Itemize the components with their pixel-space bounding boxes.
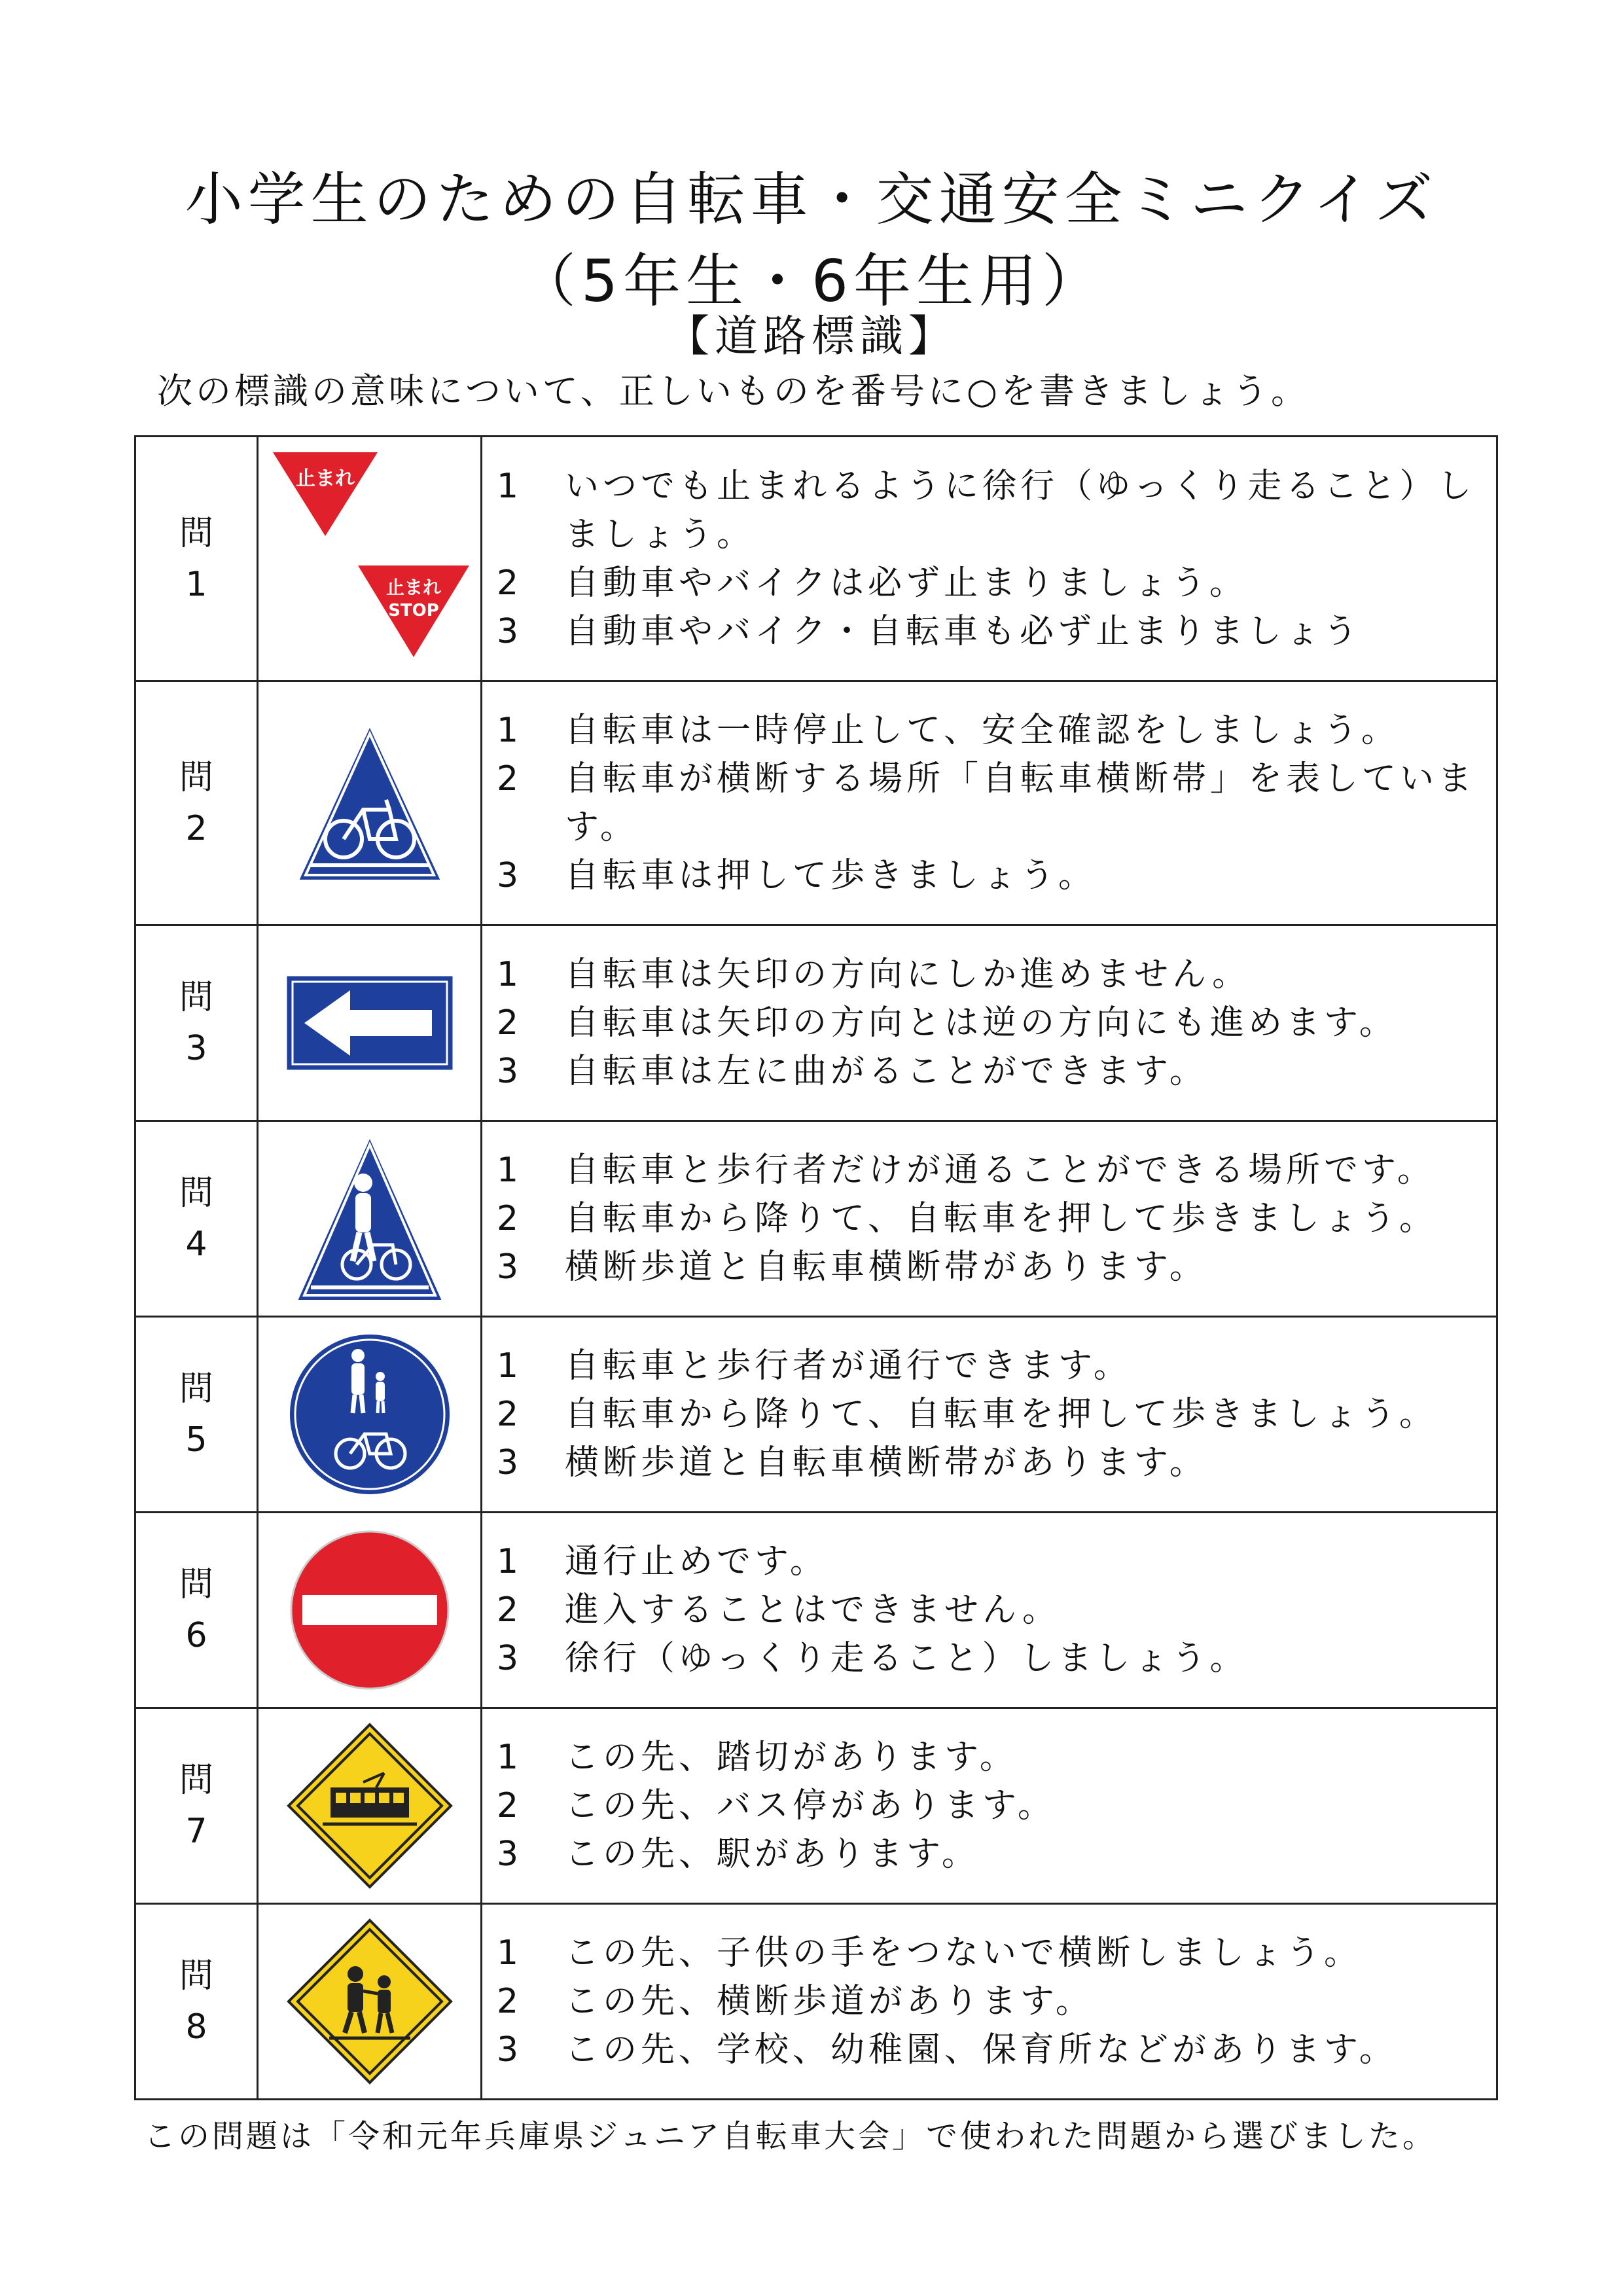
option-3[interactable] xyxy=(497,2026,1496,2074)
question-label: 問 xyxy=(179,1761,213,1800)
option-text: この先、横断歩道があります。 xyxy=(565,1982,1094,2021)
option-text: 横断歩道と自転車横断帯があります。 xyxy=(565,1443,1207,1482)
option-number: 2 xyxy=(497,1003,523,1043)
question-label-cell xyxy=(135,925,258,1121)
option-text: 自転車が横断する場所「自転車横断帯」を表しています。 xyxy=(565,759,1476,847)
option-text: 横断歩道と自転車横断帯があります。 xyxy=(565,1247,1207,1287)
option-text: この先、学校、幼稚園、保育所などがあります。 xyxy=(565,2030,1397,2070)
question-label-cell xyxy=(135,437,258,681)
option-number: 2 xyxy=(497,563,523,603)
option-1[interactable] xyxy=(497,1929,1496,1977)
sign-cell xyxy=(258,925,482,1121)
question-row-8 xyxy=(135,1904,1497,2100)
option-text: 自転車は左に曲がることができます。 xyxy=(565,1052,1207,1091)
option-number: 1 xyxy=(497,955,523,994)
page-title: 小学生のための自転車・交通安全ミニクイズ xyxy=(185,166,1438,233)
options-cell xyxy=(482,1708,1497,1904)
option-1[interactable] xyxy=(497,1733,1496,1782)
option-number: 3 xyxy=(497,611,523,651)
no-entry-sign-icon xyxy=(288,1528,452,1692)
question-number: 7 xyxy=(185,1812,207,1851)
option-number: 3 xyxy=(497,2030,523,2070)
option-text: 自転車は押して歩きましょう。 xyxy=(565,856,1097,895)
option-text: 自動車やバイク・自転車も必ず止まりましょう xyxy=(565,611,1361,651)
question-number: 2 xyxy=(185,809,207,848)
instruction-text: 次の標識の意味について、正しいものを番号に○を書きましょう。 xyxy=(157,370,1310,412)
option-text: いつでも止まれるように徐行（ゆっくり走ること）しましょう。 xyxy=(565,466,1476,554)
option-number: 1 xyxy=(497,1933,523,1973)
option-number: 2 xyxy=(497,1395,523,1434)
options-cell xyxy=(482,1317,1497,1513)
option-number: 1 xyxy=(497,1346,523,1386)
option-1[interactable] xyxy=(497,950,1496,999)
railroad-crossing-sign-icon xyxy=(286,1722,454,1890)
question-label: 問 xyxy=(179,978,213,1017)
question-row-6 xyxy=(135,1513,1497,1708)
sign-cell xyxy=(258,1513,482,1708)
question-label-cell xyxy=(135,1121,258,1317)
bicycle-crossing-sign-icon xyxy=(291,718,448,888)
option-1[interactable] xyxy=(497,1537,1496,1586)
option-2[interactable] xyxy=(497,1390,1496,1439)
option-number: 1 xyxy=(497,466,523,506)
option-3[interactable] xyxy=(497,1830,1496,1878)
option-2[interactable] xyxy=(497,1194,1496,1243)
question-number: 4 xyxy=(185,1225,207,1264)
question-label: 問 xyxy=(179,1174,213,1213)
question-label: 問 xyxy=(179,513,213,553)
option-2[interactable] xyxy=(497,1977,1496,2026)
option-3[interactable] xyxy=(497,607,1496,656)
option-3[interactable] xyxy=(497,1634,1496,1683)
section-heading: 【道路標識】 xyxy=(666,311,957,361)
option-text: 自転車は矢印の方向とは逆の方向にも進めます。 xyxy=(565,1003,1397,1043)
quiz-table xyxy=(134,435,1498,2100)
options-cell xyxy=(482,437,1497,681)
option-text: 自転車から降りて、自転車を押して歩きましょう。 xyxy=(565,1199,1437,1238)
option-number: 3 xyxy=(497,1639,523,1678)
option-text: 自転車は一時停止して、安全確認をしましょう。 xyxy=(565,711,1399,750)
question-number: 1 xyxy=(185,564,207,604)
option-number: 3 xyxy=(497,1052,523,1091)
option-2[interactable] xyxy=(497,1586,1496,1634)
footer-note: この問題は「令和元年兵庫県ジュニア自転車大会」で使われた問題から選びました。 xyxy=(144,2118,1437,2155)
option-number: 1 xyxy=(497,1542,523,1581)
option-3[interactable] xyxy=(497,1047,1496,1096)
option-2[interactable] xyxy=(497,999,1496,1047)
question-label: 問 xyxy=(179,1565,213,1604)
stop-sign-old-icon xyxy=(273,452,378,536)
one-way-arrow-sign-icon xyxy=(285,974,455,1072)
option-2[interactable] xyxy=(497,559,1496,607)
option-number: 3 xyxy=(497,1443,523,1482)
question-label-cell xyxy=(135,1513,258,1708)
question-label-cell xyxy=(135,1904,258,2100)
question-label: 問 xyxy=(179,1956,213,1996)
stop-sign-icon xyxy=(259,438,480,680)
sign-cell xyxy=(258,437,482,681)
option-number: 3 xyxy=(497,1835,523,1874)
question-number: 5 xyxy=(185,1420,207,1460)
option-number: 1 xyxy=(497,1151,523,1190)
question-number: 8 xyxy=(185,2007,207,2047)
question-number: 3 xyxy=(185,1029,207,1068)
question-label-cell xyxy=(135,1708,258,1904)
option-number: 2 xyxy=(497,1982,523,2021)
option-number: 1 xyxy=(497,711,523,750)
option-1[interactable] xyxy=(497,462,1496,559)
option-text: この先、駅があります。 xyxy=(565,1835,980,1874)
stop-sign-old-text: 止まれ xyxy=(296,467,355,490)
option-text: 自転車と歩行者が通行できます。 xyxy=(565,1346,1132,1386)
option-1[interactable] xyxy=(497,1146,1496,1194)
options-cell xyxy=(482,1513,1497,1708)
option-number: 2 xyxy=(497,1786,523,1825)
options-cell xyxy=(482,1121,1497,1317)
option-text: この先、バス停があります。 xyxy=(565,1786,1056,1825)
option-2[interactable] xyxy=(497,755,1496,852)
option-1[interactable] xyxy=(497,706,1496,755)
pedestrian-bicycle-crossing-sign-icon xyxy=(291,1130,448,1307)
options-cell xyxy=(482,925,1497,1121)
options-cell xyxy=(482,1904,1497,2100)
option-text: 通行止めです。 xyxy=(565,1542,828,1581)
option-text: 進入することはできません。 xyxy=(565,1590,1061,1630)
question-row-7 xyxy=(135,1708,1497,1904)
options-cell xyxy=(482,681,1497,925)
page-subtitle: （5年生・6年生用） xyxy=(518,247,1105,315)
sign-cell xyxy=(258,1904,482,2100)
option-text: この先、子供の手をつないで横断しましょう。 xyxy=(565,1933,1363,1973)
question-row-1 xyxy=(135,437,1497,681)
sign-cell xyxy=(258,1708,482,1904)
question-row-2 xyxy=(135,681,1497,925)
question-label-cell xyxy=(135,681,258,925)
option-number: 3 xyxy=(497,856,523,895)
option-number: 2 xyxy=(497,1199,523,1238)
option-number: 3 xyxy=(497,1247,523,1287)
question-row-3 xyxy=(135,925,1497,1121)
question-label: 問 xyxy=(179,758,213,797)
option-text: 徐行（ゆっくり走ること）しましょう。 xyxy=(565,1639,1248,1678)
option-number: 2 xyxy=(497,1590,523,1630)
sign-cell xyxy=(258,1317,482,1513)
question-row-4 xyxy=(135,1121,1497,1317)
pedestrian-bicycle-path-sign-icon xyxy=(285,1329,455,1499)
option-text: 自転車は矢印の方向にしか進めません。 xyxy=(565,955,1251,994)
sign-cell xyxy=(258,681,482,925)
school-zone-sign-icon xyxy=(286,1918,454,2085)
question-number: 6 xyxy=(185,1616,207,1655)
option-number: 1 xyxy=(497,1738,523,1777)
question-label-cell xyxy=(135,1317,258,1513)
stop-sign-stop-text: STOP xyxy=(388,600,439,620)
question-label: 問 xyxy=(179,1369,213,1408)
option-number: 2 xyxy=(497,759,523,798)
option-3[interactable] xyxy=(497,1439,1496,1487)
stop-sign-new-text: 止まれ xyxy=(385,576,442,598)
option-text: 自転車から降りて、自転車を押して歩きましょう。 xyxy=(565,1395,1437,1434)
option-2[interactable] xyxy=(497,1782,1496,1830)
option-3[interactable] xyxy=(497,1243,1496,1291)
option-text: 自動車やバイクは必ず止まりましょう。 xyxy=(565,563,1247,603)
question-row-5 xyxy=(135,1317,1497,1513)
option-3[interactable] xyxy=(497,852,1496,900)
option-text: この先、踏切があります。 xyxy=(565,1738,1018,1777)
option-text: 自転車と歩行者だけが通ることができる場所です。 xyxy=(565,1151,1435,1190)
option-1[interactable] xyxy=(497,1342,1496,1390)
sign-cell xyxy=(258,1121,482,1317)
